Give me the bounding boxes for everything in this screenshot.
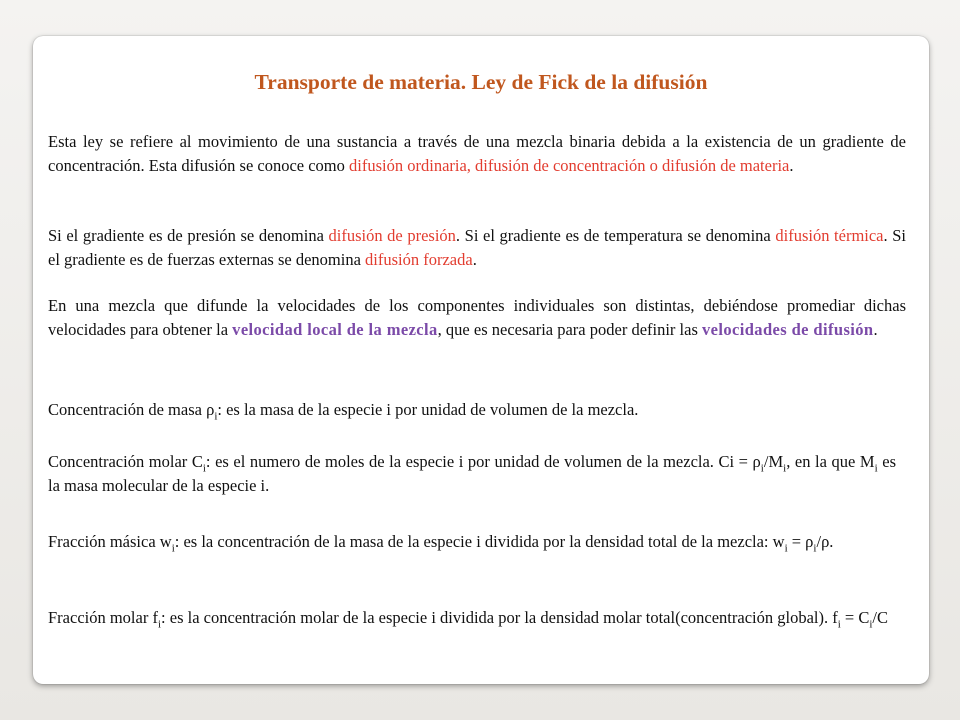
subscript: i	[202, 462, 206, 475]
definition-molar-concentration	[48, 450, 896, 498]
slide-card	[33, 36, 929, 684]
highlight-diffusion-velocities: velocidades de difusión	[702, 320, 874, 339]
definition-mass-fraction	[48, 530, 898, 554]
text: Concentración molar C	[48, 452, 203, 471]
paragraph-mixture-velocities	[48, 294, 906, 342]
subscript: i	[837, 618, 841, 631]
subscript: i	[869, 618, 873, 631]
text: es la masa molecular de la especie i.	[48, 452, 896, 495]
text: . Si el gradiente es de temperatura se denomina	[455, 226, 776, 245]
definition-mass-concentration	[48, 398, 906, 422]
text: .	[873, 320, 878, 339]
highlight-pressure-diffusion: difusión de presión	[328, 226, 456, 245]
subscript: i	[760, 462, 764, 475]
subscript: i	[157, 618, 162, 631]
text: /C	[872, 608, 889, 627]
subscript: i	[783, 462, 787, 475]
text: Si el gradiente es de presión se denomina	[48, 226, 329, 245]
highlight-thermal-diffusion: difusión térmica	[775, 226, 884, 245]
text: : es la masa de la especie i por unidad de volumen de la mezcla.	[217, 400, 639, 419]
definition-molar-fraction	[48, 606, 900, 630]
text: : es la concentración molar de la especie i dividida por la densidad molar total(concentración global). f	[161, 608, 838, 627]
text: Fracción molar f	[48, 608, 158, 627]
text: , que es necesaria para poder definir las	[437, 320, 703, 339]
text: Fracción másica w	[48, 532, 172, 551]
slide-title: Transporte de materia. Ley de Fick de la difusión	[254, 70, 708, 94]
text: , en la que M	[786, 452, 875, 471]
paragraph-fick-law	[48, 130, 906, 178]
subscript: i	[214, 410, 218, 423]
text: .	[789, 156, 794, 175]
highlight-ordinary-diffusion: difusión ordinaria, difusión de concentración o difusión de materia	[349, 156, 790, 175]
text: /M	[763, 452, 784, 471]
highlight-local-velocity: velocidad local de la mezcla	[232, 320, 438, 339]
text: = ρ	[787, 532, 814, 551]
text: .	[472, 250, 477, 269]
subscript: i	[171, 542, 175, 555]
text: : es la concentración de la masa de la especie i dividida por la densidad total de la mezcla: w	[174, 532, 785, 551]
subscript: i	[784, 542, 788, 555]
text: : es el numero de moles de la especie i por unidad de volumen de la mezcla. Ci = ρ	[205, 452, 761, 471]
text: = C	[840, 608, 870, 627]
highlight-forced-diffusion: difusión forzada	[365, 250, 473, 269]
subscript: i	[813, 542, 817, 555]
subscript: i	[874, 462, 878, 475]
text: . Si el gradiente es de fuerzas externas se denomina	[48, 226, 906, 269]
text: Esta ley se refiere al movimiento de una sustancia a través de una mezcla binaria debida a la existencia de un gradiente de concentración. Esta difusión se conoce como	[48, 132, 906, 175]
text: En una mezcla que difunde la velocidades de los componentes individuales son distintas, debiéndose promediar dichas velocidades para obtener la	[48, 296, 906, 339]
paragraph-gradient-types	[48, 224, 906, 272]
text: /ρ.	[816, 532, 834, 551]
text: Concentración de masa ρ	[48, 400, 215, 419]
